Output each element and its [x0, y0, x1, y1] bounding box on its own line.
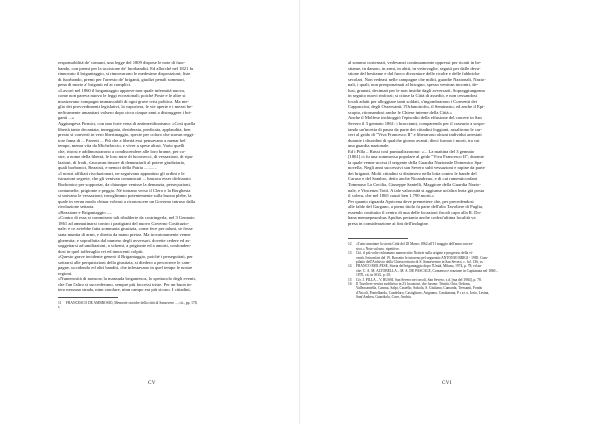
- text-line: Cappuccini, degli Osservanti, l'Orfanotrofio, il Seminario, ed anche il Epi-: [348, 104, 485, 110]
- text-line: Anche il Molfese inchioggiò l'episodio della effusione del carcere in San: [348, 115, 482, 121]
- text-line: una guardia nazionale.: [348, 143, 390, 149]
- text-line: stione del bestiame e dal fuoco divoratore delle ricolte e delle fabbriche: [348, 71, 480, 77]
- text-line: che, ritrosi e addimostrarono a condiscendere alle loro brame, per co-: [58, 148, 186, 154]
- footnote-text: Il Tavoliere veniva suddiviso in 23 locazioni, che furono: Trinità, Orta, Ordona,: [356, 282, 471, 287]
- left-text-column: [58, 60, 254, 310]
- text-line: contumelie, prigionie e peggio. Né tornano verso il Clero e la Borghesia: [58, 187, 191, 193]
- footnote-continuation: s.: [58, 305, 61, 310]
- right-footnotes: [348, 242, 544, 299]
- text-line: rinnovato il brigantaggio, si rinnovarono le medesime disposizioni; liste: [58, 71, 191, 77]
- text-line: nale, e Vincenzo Tottí. A tale valorosità si aggiunse un'altra lezia già posta: [348, 187, 485, 193]
- right-text-column: [348, 60, 544, 300]
- text-line: «Contro di essa si commisero tali ribalderie da costringerla, nel 3 Gennaio: [58, 215, 195, 221]
- footnote-text: Valleacantella, Canosa, Salpi, Castello, Salsola, S. Giuliano, Camarda, Tressanti, Fondo: [356, 286, 483, 291]
- text-line: Tommaso La Cecilia, Giuseppe Santelli, Maggiore della Guardia Nazio-: [348, 182, 481, 188]
- text-line: sottrarsi alle perquisizioni della giustizia, si diedero a percorrere le cam-: [58, 259, 191, 265]
- text-line: di fuorbando, premi per l'arresto de' briganti, giudizi penali sommari,: [58, 76, 185, 82]
- footnote-text: Ciò, il più volte richiamato manoscritto Notizie sulla origine e progresso della vi-: [356, 251, 474, 256]
- text-line: responsabilità de' comuni, una legge del 1809 dispose le note di fuor-: [58, 60, 186, 65]
- text-line: rivoluzione settaria.: [58, 204, 95, 210]
- right-page: [300, 0, 600, 424]
- footnote: [348, 295, 544, 299]
- text-line: ghermita; e sopraffatta dal numero degli avversari, dovette cedere ed as-: [58, 237, 191, 243]
- text-line: ganti ...»: [58, 115, 75, 121]
- text-line: Severo il 3 gennaio 1861: i braccianti, comparendo per il caseurto a sospo-: [348, 121, 486, 127]
- text-line: dosi in quel tafferuglio rei ed innocenti colpiti.: [58, 248, 144, 254]
- text-line: «Numerosità di nonsoro la mansuda brigantesca, lo spettacolo degli eventi,: [58, 276, 196, 282]
- text-line: «I nostri affiliati rivoluzionari, ne seguivano appuntino gli ordini e le: [58, 170, 185, 176]
- footnote-text: che: C. A. M. ALTOBELLA – M. A. DE PASCALE, Consenso e reazione in Capitanata nel 1860 –: [356, 268, 499, 273]
- text-line: dei briganti. Molti cittadini si distinsero nella lotta contro le bande del: [348, 170, 477, 176]
- footnote-text: pilatio dell'Archivio della Chiesa rettoria di S. Sanseverino in San Severo, c. fol. 136, ss.: [356, 260, 484, 265]
- footnote-number: 14: [348, 264, 352, 269]
- text-line: «Reazione e Brigantaggio —: [58, 209, 112, 215]
- text-line: pena di morte a' briganti ed ai complici.: [58, 82, 132, 88]
- text-line: Aggiungeva Firmici, con una forte vena di antimeridionismo: «Così quella: [58, 121, 196, 127]
- text-line: al sommo costernati, vedevanzi continuamente oppressi per ricatti in be-: [348, 60, 482, 65]
- text-line: stre, a nome della libertà, le loro mire di lucrosecci, di vessazioni, di ripa-: [58, 154, 194, 160]
- text-line: tero nessuna strada, ninn casolare, ninn campo era più sicuro. I cittadini,: [58, 287, 191, 293]
- text-line: lusi, granuti, decimati per le non insidie dagli avversarii. Sopraggiungeano: [348, 87, 486, 93]
- text-line: alle falde del Gargano, a pieno titolo fa parte dell'alto Tavoliere di Puglia,: [348, 204, 484, 210]
- footnote-number: 15: [348, 277, 352, 282]
- page-number: CV: [148, 380, 156, 386]
- text-line: neficamente umanitari valsero dopo circa cinque anni a distruggere i bri-: [58, 109, 192, 115]
- footnote-number: 16: [348, 282, 352, 287]
- footnote-text: Cfr. J. PILLA – V. RUSSI, San Severo nei secoli, San Severo, s.d. [ma del 1984], p. 78.: [356, 277, 482, 282]
- text-line: mostravano compagni immancabili di ogni grave crisi politica. Ma me-: [58, 98, 189, 104]
- text-line: 1861 ad ammutinarsi contro i partigiani del nuovo Governo Costituzio-: [58, 220, 190, 226]
- left-body-text: [58, 60, 254, 293]
- text-line: glio dei provvedimenti legislativi, la vaporiera, le vie aperte e i mezzi be-: [58, 104, 193, 110]
- text-line: Borbonico per sopportar, da chiunque venisse la denunzia, perseçuzioni,: [58, 182, 191, 188]
- text-line: presa in considerazione ai fini dell'indagine.: [348, 220, 429, 226]
- text-line: istruzioni segrete, che gli venivan comunicati ... bastava esser dichiarato: [58, 176, 191, 182]
- text-line: il colera, che nel 1865 causò ben 1.790 morti.»: [348, 193, 435, 199]
- text-line: pagne, uccidendo ed altri banditi, che infestavano in quel tempo le nostre: [58, 265, 193, 271]
- text-line: come non pareva nuovo le leggi eccezionali; poiché Poste e le altre si: [58, 93, 186, 99]
- text-line: tando un'incetta di paura da parte dei cittadini foggiani, assalirono le car-: [348, 126, 482, 132]
- text-line: stiame, in danaro, in armi, in abiti, in vettovaglie, seguiti per dalle deva-: [348, 65, 481, 71]
- text-line: [1861] ci fu una sommossa popolare al grido "Viva Francesco II", durante: [348, 154, 484, 160]
- text-line: presto si convertì in vero libertinaggio, specie per coloro che stavan reggi-: [58, 132, 195, 138]
- text-line: hana menaepeaoshus Apulias pertanto anche codest'ultima località va: [348, 215, 476, 221]
- text-line: soggettarsi ad umiliazioni, a schemi, a prigionie ed a amorti, confonden-: [58, 243, 192, 249]
- text-line: bando, con premi per la uccisione de' fuorbanditi. Ed allorché nel 1821 fu: [58, 65, 194, 71]
- text-line: ceri al grido di "Viva Francesco II" e liberarono alcuni individui arrestati: [348, 132, 482, 138]
- footnote-text: FRANCO MOLFESE, Storia del brigantaggio dopo l'Unità, Milano, 1974, p. 78; ed an-: [356, 264, 483, 269]
- text-line: lazioni, di frodi, s'aucavan timore di denunziarli al potere giudiziario,: [58, 159, 186, 165]
- text-line: stata munita di armi, e diretta da mano preiza. Ma trovatoramente venne: [58, 231, 191, 237]
- text-line: «Lavorò nel 1860 il brigantaggio apparve non quale infermità nuova,: [58, 87, 186, 93]
- footnote-number: 11: [58, 300, 62, 305]
- text-line: regioni.: [58, 270, 73, 276]
- text-line: essendo costituito il centro di una delle locazioni fiscali capo alla R. Do-: [348, 209, 482, 215]
- text-line: durante i disordini di qualche giorno avanti; dieci furono i morti, tra cui: [348, 137, 480, 143]
- text-line: novella. Negli anni successivi san Severo subì vessazioni e rapine da parte: [348, 165, 485, 171]
- text-line: scopio, ritornandosi anche le Chiese interne della Città.»: [348, 109, 452, 115]
- text-line: quale in verun modo chinar voleasi a riconoscere un Governo intruso dalla: [58, 198, 196, 204]
- footnote-number: 12: [348, 242, 352, 247]
- text-line: nale; e ce avrebbe fatta sommaria giustizia, come fece per taluni, se fosse: [58, 226, 193, 232]
- text-line: la quale venne uccisa il sergente della Guardia Nazionale Domenico Spa-: [348, 159, 483, 165]
- text-line: locali adatti per alloggiare tanti soldati, s'ingombrarono i Conventi dei: [348, 98, 477, 104]
- footnote-text: d'Ascoli, Pontelbardo, Candelaro, Castiglione, Arignano, Casabarana, P r a t o, Iorio, Lesina,: [356, 290, 490, 295]
- page-number: CVI: [442, 380, 452, 386]
- footnote-number: 13: [348, 251, 352, 256]
- right-body-text: [348, 60, 544, 226]
- text-line: tore fama di ... Parenti ... Più che a libertà essi pensavano a menar bel: [58, 137, 186, 143]
- text-line: Per quanto riguarda Apricena deve premettere che, per precedendosi: [348, 198, 474, 204]
- text-line: quali borbonici, Reazisti, e nemici della Patria ...........: [58, 165, 157, 171]
- footnote-text: FRANCESCO DE AMBROSIO, Memorie storiche della città di Sansevero ..., cit., pp. 178,: [66, 300, 198, 305]
- text-line: tempo, menar vita da Michelaccio, e viver a spese altrui. Vario quelli: [58, 143, 185, 149]
- footnote-text: centà. Irriconfari del 19. Rossetto le tutoreno pel seguentio ANTONIO BRIGI - 1985. Com-: [356, 255, 489, 260]
- text-line: secolari. Non vedeasi nelle campagne che militi, guardie Nazionali, Nazio-: [348, 76, 486, 82]
- text-line: nali, i quali, non preoponzinati al bisogno, spesso venivan incontri, de-: [348, 82, 479, 88]
- footnote-text: sivo.» Note sul uno. ripetitive.: [356, 246, 400, 251]
- footnote-text: Sant'Andrea, Guardiola, Cave, Andria.: [356, 295, 412, 300]
- text-line: Caruso e del Sambro, detto anche Nicandreuo, e di cui ramenticordani: [348, 176, 478, 182]
- footnote-text: «Tutto ansattare la storia Città del 28 Marzo 1862 all'11 maggio dell'anno succes-: [356, 242, 474, 247]
- text-line: «Questo grave incidente generò il Brigantaggio, poiché i perseguitati, per: [58, 254, 193, 260]
- footnote-text: 1870, cit. in SGG, p. 65.: [356, 273, 392, 278]
- footnote-rule: [58, 297, 118, 298]
- text-line: si univano le vessazioni; invoglimmo potentemente sulla buona plebe, la: [58, 193, 192, 199]
- text-line: libertà tanto decantata, inneggiata, desiderata, predicata, applaudita, ben: [58, 126, 191, 132]
- text-line: Ed i Pilla – Russi così puntualizzarono: «... La mattina del 3 gennaio: [348, 148, 475, 154]
- text-line: in seguito nuovi rinforzi; si ctiuse la Città di assedio, e non cessandosi: [348, 93, 477, 99]
- footnote-rule: [348, 238, 408, 239]
- text-line: che l'un l'altro si succedevano, sempre più faccessi triste. Per un buon in-: [58, 281, 193, 287]
